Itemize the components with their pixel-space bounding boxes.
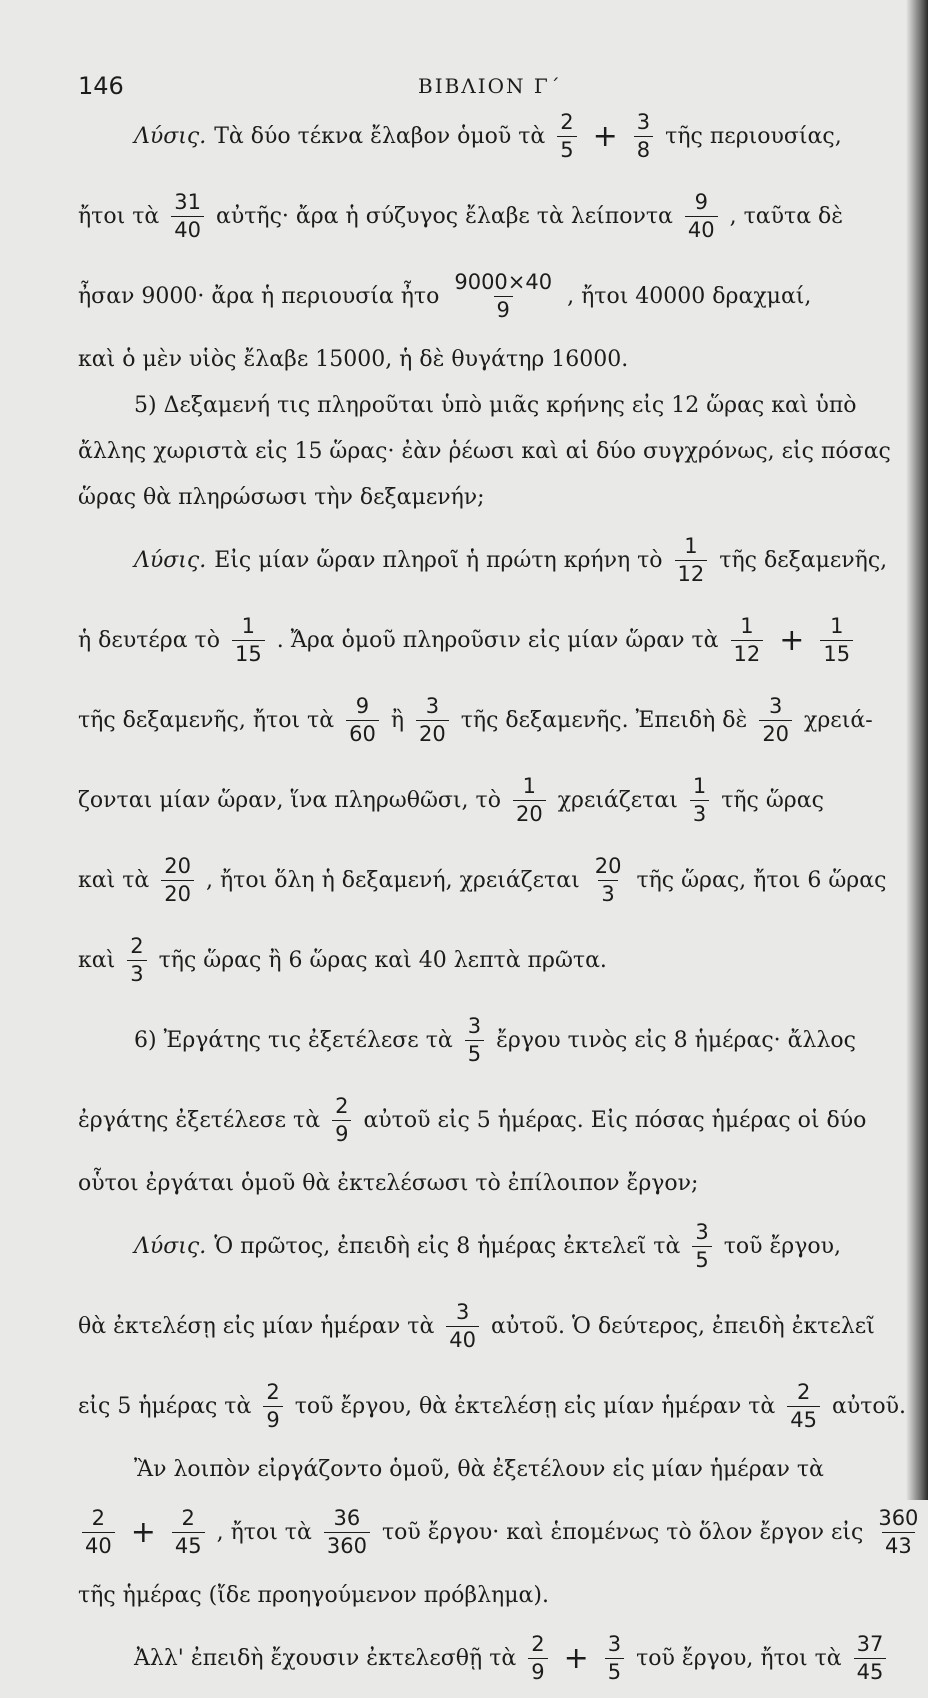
text-segment: ἐργάτης ἐξετέλεσε τὰ bbox=[78, 1107, 321, 1133]
fraction-numerator: 2 bbox=[335, 1094, 349, 1119]
fraction-denominator: 9 bbox=[332, 1120, 351, 1146]
fraction-denominator: 20 bbox=[416, 720, 449, 746]
plus-sign: + bbox=[592, 118, 618, 154]
fraction bbox=[820, 614, 853, 665]
fraction-numerator: 9000×40 bbox=[454, 270, 553, 295]
text-line bbox=[78, 600, 908, 680]
fraction bbox=[875, 1506, 921, 1557]
text-segment: τῆς δεξαμενῆς, bbox=[719, 547, 888, 573]
text-line bbox=[78, 920, 908, 1000]
page-number: 146 bbox=[78, 72, 124, 100]
text-segment: οὗτοι ἐργάται ὁμοῦ θὰ ἐκτελέσωσι τὸ ἐπίλοιπον ἔργον; bbox=[78, 1170, 699, 1196]
fraction-numerator: 1 bbox=[830, 614, 844, 639]
text-segment: ἤτοι τὰ bbox=[78, 203, 160, 229]
text-segment: ἔργου τινὸς εἰς 8 ἡμέρας· ἄλλος bbox=[496, 1027, 856, 1053]
text-segment: τῆς δεξαμενῆς, ἤτοι τὰ bbox=[78, 707, 335, 733]
solution-label: Λύσις. bbox=[134, 547, 207, 573]
fraction-denominator: 40 bbox=[82, 1532, 115, 1558]
text-line bbox=[78, 176, 908, 256]
text-segment: ἦσαν 9000· ἄρα ἡ περιουσία ἦτο bbox=[78, 283, 440, 309]
fraction-denominator: 15 bbox=[820, 640, 853, 666]
fraction bbox=[605, 1632, 624, 1683]
fraction-numerator: 2 bbox=[91, 1506, 106, 1531]
text-line bbox=[78, 1492, 919, 1572]
text-line bbox=[78, 1446, 908, 1492]
fraction-denominator: 20 bbox=[513, 800, 546, 826]
fraction-numerator: 3 bbox=[425, 694, 440, 719]
fraction-numerator: 2 bbox=[266, 1380, 280, 1405]
text-segment: τῆς ἡμέρας (ἴδε προηγούμενον πρόβλημα). bbox=[78, 1582, 549, 1608]
fraction-numerator: 2 bbox=[560, 110, 574, 135]
fraction-denominator: 5 bbox=[465, 1040, 484, 1066]
text-line bbox=[78, 382, 908, 428]
fraction-denominator: 43 bbox=[882, 1532, 915, 1558]
text-line bbox=[78, 1000, 908, 1080]
page-edge-shadow bbox=[906, 0, 928, 1500]
fraction-numerator: 1 bbox=[740, 614, 754, 639]
text-segment: καὶ τὰ bbox=[78, 867, 150, 893]
text-line bbox=[78, 474, 908, 520]
fraction-denominator: 45 bbox=[172, 1532, 205, 1558]
solution-label: Λύσις. bbox=[134, 123, 207, 149]
fraction-numerator: 3 bbox=[607, 1632, 622, 1657]
text-segment: καὶ bbox=[78, 947, 116, 973]
fraction-denominator: 20 bbox=[759, 720, 792, 746]
fraction-numerator: 1 bbox=[692, 774, 707, 799]
text-segment: ἡ δευτέρα τὸ bbox=[78, 627, 220, 653]
fraction-numerator: 2 bbox=[130, 934, 144, 959]
text-segment: Εἰς μίαν ὥραν πληροῖ ἡ πρώτη κρήνη τὸ bbox=[214, 547, 663, 573]
fraction-numerator: 3 bbox=[768, 694, 783, 719]
page-body bbox=[78, 96, 919, 1698]
fraction-numerator: 1 bbox=[522, 774, 537, 799]
fraction bbox=[854, 1632, 887, 1683]
fraction bbox=[759, 694, 792, 745]
fraction bbox=[346, 694, 379, 745]
plus-sign: + bbox=[563, 1640, 589, 1676]
fraction-numerator: 36 bbox=[333, 1506, 361, 1531]
fraction-denominator: 40 bbox=[171, 216, 204, 242]
fraction-numerator: 37 bbox=[856, 1632, 884, 1657]
fraction-numerator: 9 bbox=[694, 190, 708, 215]
text-segment: Ὁ πρῶτος, ἐπειδὴ εἰς 8 ἡμέρας ἐκτελεῖ τὰ bbox=[214, 1233, 681, 1259]
text-segment: εἰς 5 ἡμέρας τὰ bbox=[78, 1393, 252, 1419]
text-segment: τῆς ὥρας ἢ 6 ὥρας καὶ 40 λεπτὰ πρῶτα. bbox=[158, 947, 607, 973]
text-segment: . Ἄρα ὁμοῦ πληροῦσιν εἰς μίαν ὥραν τὰ bbox=[276, 627, 719, 653]
fraction bbox=[557, 110, 576, 161]
fraction bbox=[731, 614, 764, 665]
text-line bbox=[78, 1366, 908, 1446]
text-segment: 5) Δεξαμενή τις πληροῦται ὑπὸ μιᾶς κρήνης εἰς 12 ὥρας καὶ ὑπὸ bbox=[134, 392, 857, 418]
text-segment: καὶ ὁ μὲν υἱὸς ἔλαβε 15000, ἡ δὲ θυγάτηρ 16000. bbox=[78, 346, 629, 372]
fraction-numerator: 2 bbox=[531, 1632, 545, 1657]
plus-sign: + bbox=[130, 1514, 156, 1550]
text-line bbox=[78, 1206, 908, 1286]
text-line bbox=[78, 428, 908, 474]
text-line bbox=[78, 680, 908, 760]
text-segment: τῆς δεξαμενῆς. Ἐπειδὴ δὲ bbox=[460, 707, 748, 733]
text-line bbox=[78, 1160, 908, 1206]
fraction bbox=[685, 190, 718, 241]
text-segment: Ἀλλ' ἐπειδὴ ἔχουσιν ἐκτελεσθῇ τὰ bbox=[134, 1645, 517, 1671]
text-segment: θὰ ἐκτελέσῃ εἰς μίαν ἡμέραν τὰ bbox=[78, 1313, 435, 1339]
plus-sign: + bbox=[779, 622, 805, 658]
text-segment: ὥρας θὰ πληρώσωσι τὴν δεξαμενήν; bbox=[78, 484, 485, 510]
text-segment: τῆς ὥρας, ἤτοι 6 ὥρας bbox=[636, 867, 887, 893]
fraction-numerator: 31 bbox=[174, 190, 201, 215]
fraction-numerator: 20 bbox=[594, 854, 622, 879]
fraction-numerator: 2 bbox=[796, 1380, 811, 1405]
text-segment: Ἂν λοιπὸν εἰργάζοντο ὁμοῦ, θὰ ἐξετέλουν εἰς μίαν ἡμέραν τὰ bbox=[134, 1456, 824, 1482]
fraction bbox=[263, 1380, 282, 1431]
text-line bbox=[78, 1080, 908, 1160]
fraction-numerator: 360 bbox=[878, 1506, 919, 1531]
fraction-denominator: 12 bbox=[731, 640, 764, 666]
text-line bbox=[78, 1572, 908, 1618]
fraction bbox=[634, 110, 653, 161]
text-segment: , ταῦτα δὲ bbox=[729, 203, 844, 229]
fraction bbox=[171, 190, 204, 241]
text-segment: , ἤτοι τὰ bbox=[216, 1519, 312, 1545]
text-segment: τοῦ ἔργου, θὰ ἐκτελέσῃ εἰς μίαν ἡμέραν τὰ bbox=[294, 1393, 776, 1419]
text-segment: τῆς περιουσίας, bbox=[665, 123, 842, 149]
fraction-numerator: 9 bbox=[355, 694, 370, 719]
text-segment: αὐτοῦ. Ὁ δεύτερος, ἐπειδὴ ἐκτελεῖ bbox=[491, 1313, 875, 1339]
text-segment: τῆς ὥρας bbox=[721, 787, 824, 813]
fraction-denominator: 8 bbox=[634, 136, 653, 162]
text-segment: , ἤτοι 40000 δραχμαί, bbox=[567, 283, 812, 309]
fraction-numerator: 3 bbox=[467, 1014, 482, 1039]
fraction bbox=[127, 934, 146, 985]
running-head: ΒΙΒΛΙΟΝ Γ΄ bbox=[418, 74, 562, 98]
text-segment: χρειά- bbox=[804, 707, 873, 733]
text-line bbox=[78, 840, 908, 920]
text-line bbox=[78, 760, 908, 840]
text-segment: Τὰ δύο τέκνα ἔλαβον ὁμοῦ τὰ bbox=[214, 123, 546, 149]
solution-label: Λύσις. bbox=[134, 1233, 207, 1259]
fraction bbox=[690, 774, 709, 825]
fraction-numerator: 1 bbox=[684, 534, 698, 559]
fraction-denominator: 60 bbox=[346, 720, 379, 746]
text-segment: 6) Ἐργάτης τις ἐξετέλεσε τὰ bbox=[134, 1027, 453, 1053]
text-segment: αὐτοῦ εἰς 5 ἡμέρας. Εἰς πόσας ἡμέρας οἱ δύο bbox=[363, 1107, 867, 1133]
fraction-denominator: 9 bbox=[263, 1406, 282, 1432]
fraction-denominator: 12 bbox=[675, 560, 708, 586]
fraction-numerator: 3 bbox=[636, 110, 651, 135]
fraction bbox=[675, 534, 708, 585]
fraction bbox=[161, 854, 194, 905]
fraction bbox=[692, 1220, 711, 1271]
text-segment: χρειάζεται bbox=[557, 787, 678, 813]
fraction-denominator: 20 bbox=[161, 880, 194, 906]
fraction bbox=[787, 1380, 820, 1431]
fraction bbox=[513, 774, 546, 825]
fraction-numerator: 1 bbox=[241, 614, 256, 639]
text-segment: τοῦ ἔργου· καὶ ἑπομένως τὸ ὅλον ἔργον εἰς bbox=[381, 1519, 864, 1545]
text-segment: τοῦ ἔργου, ἤτοι τὰ bbox=[636, 1645, 842, 1671]
fraction-numerator: 3 bbox=[695, 1220, 709, 1245]
fraction-denominator: 9 bbox=[528, 1658, 547, 1684]
fraction-denominator: 45 bbox=[854, 1658, 887, 1684]
text-segment: αὐτῆς· ἄρα ἡ σύζυγος ἔλαβε τὰ λείποντα bbox=[215, 203, 673, 229]
text-segment: τοῦ ἔργου, bbox=[723, 1233, 841, 1259]
text-line bbox=[78, 336, 908, 382]
fraction-numerator: 3 bbox=[455, 1300, 470, 1325]
text-line bbox=[78, 520, 908, 600]
fraction bbox=[465, 1014, 484, 1065]
fraction-denominator: 5 bbox=[605, 1658, 624, 1684]
fraction bbox=[324, 1506, 370, 1557]
fraction bbox=[416, 694, 449, 745]
fraction-numerator: 20 bbox=[164, 854, 191, 879]
text-line bbox=[78, 96, 908, 176]
fraction-denominator: 360 bbox=[324, 1532, 370, 1558]
text-segment: ζονται μίαν ὥραν, ἵνα πληρωθῶσι, τὸ bbox=[78, 787, 501, 813]
fraction bbox=[232, 614, 265, 665]
fraction bbox=[451, 270, 555, 321]
fraction-denominator: 9 bbox=[494, 296, 513, 322]
fraction-denominator: 45 bbox=[787, 1406, 820, 1432]
fraction-numerator: 2 bbox=[181, 1506, 195, 1531]
text-line bbox=[78, 1618, 908, 1698]
fraction bbox=[592, 854, 625, 905]
text-line bbox=[78, 256, 908, 336]
fraction bbox=[332, 1094, 351, 1145]
text-segment: ἢ bbox=[390, 707, 405, 733]
fraction-denominator: 15 bbox=[232, 640, 265, 666]
text-line bbox=[78, 1286, 908, 1366]
fraction-denominator: 40 bbox=[685, 216, 718, 242]
fraction bbox=[446, 1300, 479, 1351]
fraction-denominator: 3 bbox=[127, 960, 146, 986]
fraction bbox=[172, 1506, 205, 1557]
fraction-denominator: 40 bbox=[446, 1326, 479, 1352]
fraction-denominator: 5 bbox=[557, 136, 576, 162]
fraction bbox=[528, 1632, 547, 1683]
text-segment: , ἤτοι ὅλη ἡ δεξαμενή, χρειάζεται bbox=[206, 867, 580, 893]
fraction-denominator: 3 bbox=[598, 880, 617, 906]
text-segment: αὐτοῦ. bbox=[832, 1393, 907, 1419]
fraction-denominator: 5 bbox=[692, 1246, 711, 1272]
fraction-denominator: 3 bbox=[690, 800, 709, 826]
text-segment: ἄλλης χωριστὰ εἰς 15 ὥρας· ἐὰν ῥέωσι καὶ αἱ δύο συγχρόνως, εἰς πόσας bbox=[78, 438, 891, 464]
fraction bbox=[82, 1506, 115, 1557]
